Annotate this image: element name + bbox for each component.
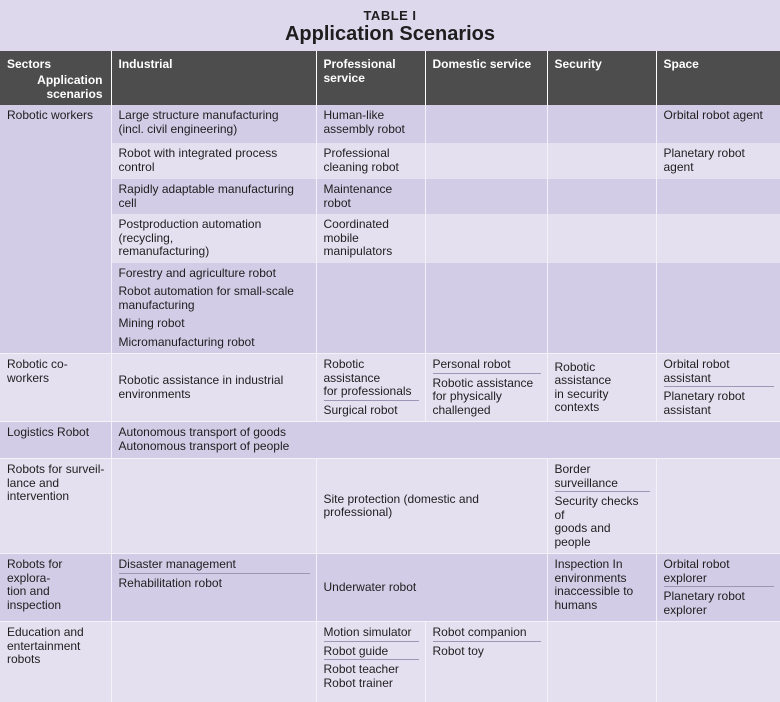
cell [547,354,656,422]
cell-text: Rehabilitation robot [118,575,222,590]
cell [656,459,780,554]
cell [656,354,780,422]
cell-text: Robot trainer [323,675,393,690]
table-title: Application Scenarios [284,23,496,45]
cell [656,214,780,263]
cell [316,354,425,422]
header-professional [316,51,425,105]
table-row [0,354,780,422]
header-space: Space [656,51,780,105]
cell-text: challenged [432,402,491,417]
cell-text: Inspection In [554,557,623,571]
header-sectors-label: Sectors [7,57,52,71]
cell-text: Human-like [323,108,385,122]
cell [316,214,425,263]
cell-text: assembly robot [323,121,405,136]
cell [316,105,425,143]
cell-text: Robotic assistance [323,357,381,385]
cell [656,263,780,354]
table-row [0,263,780,354]
cell-text: environments [554,570,627,585]
cell: Robot with integrated process control [111,143,316,179]
cell: Underwater robot [316,554,547,622]
cell-text: Autonomous transport of goods [118,425,286,439]
cell-text: Security checks of [554,494,639,522]
cell [547,263,656,354]
sector-exploration [0,554,111,622]
cell [111,554,316,622]
cell [425,143,547,179]
cell-text: Robot automation for small-scale [118,284,294,298]
cell-text: goods and people [554,521,611,549]
table-row [0,143,780,179]
cell [547,179,656,214]
cell: Site protection (domestic and professional) [316,459,547,554]
cell-text: Large structure manufacturing [118,108,279,122]
table-row [0,422,780,459]
cell: Maintenance robot [316,179,425,214]
cell-text: Education and [7,625,84,639]
cell-text: environments [118,386,191,401]
cell-text: humans [554,597,598,612]
cell [425,622,547,702]
cell-text: Robot toy [432,643,484,658]
cell-text: entertainment [7,638,81,653]
cell-text: for professionals [324,385,419,401]
cell-text: Personal robot [433,358,541,374]
cell [425,214,547,263]
header-security: Security [547,51,656,105]
cell-text: Robotic assistance [432,375,534,390]
cell [547,143,656,179]
cell-text: Disaster management [119,558,310,574]
cell-text: Robotic assistance [554,359,612,387]
cell-text: Coordinated mobile [323,217,389,245]
sector-robotic-coworkers: Robotic co-workers [0,354,111,422]
cell-text: Planetary robot explorer [663,589,745,617]
cell: Rapidly adaptable manufacturing cell [111,179,316,214]
header-application-label: Application [37,73,103,87]
cell-text: Surgical robot [323,402,398,417]
cell [425,179,547,214]
table-row [0,554,780,622]
cell-text: Planetary robot [663,389,745,403]
cell-text: lance and intervention [7,475,70,503]
sector-robotic-workers: Robotic workers [0,105,111,354]
table-caption [0,0,780,45]
cell-text: Mining robot [118,316,185,330]
header-professional-line1: Professional [323,57,396,71]
cell [547,214,656,263]
cell-text: Robotic assistance in industrial [118,373,284,387]
cell-text: assistant [663,402,711,417]
cell-text: Autonomous transport of people [118,438,290,453]
cell [547,459,656,554]
cell-text: for physically [432,389,502,403]
cell [316,263,425,354]
cell [425,263,547,354]
cell [111,263,316,354]
cell [656,622,780,702]
cell [316,622,425,702]
cell-text: Motion simulator [324,626,419,642]
cell [316,143,425,179]
table-number: TABLE I [363,8,417,23]
cell-text: Professional [323,146,390,160]
cell-text: inaccessible to [554,584,634,598]
cell [425,354,547,422]
cell [111,214,316,263]
cell [111,422,780,459]
header-sectors [0,51,111,105]
cell-text: manipulators [323,244,393,258]
table-row [0,214,780,263]
cell [656,554,780,622]
sector-logistics-robot: Logistics Robot [0,422,111,459]
cell: Orbital robot agent [656,105,780,143]
cell-text: cleaning robot [323,159,399,174]
cell [547,105,656,143]
table-row [0,105,780,143]
cell-text: Robot guide [324,645,419,661]
cell-text: Orbital robot assistant [664,358,775,387]
sector-education [0,622,111,702]
cell [111,354,316,422]
cell-text: Robot teacher [323,662,399,676]
table-row [0,179,780,214]
table-row [0,459,780,554]
cell-text: Robots for surveil- [7,462,105,476]
sector-surveillance [0,459,111,554]
cell: Planetary robot agent [656,143,780,179]
cell [547,622,656,702]
header-scenarios-label: scenarios [46,87,103,101]
header-professional-line2: service [323,71,365,85]
cell-text: remanufacturing) [118,244,210,258]
cell-text: Micromanufacturing robot [118,334,255,349]
cell [111,622,316,702]
cell-text: robots [7,652,41,666]
header-industrial: Industrial [111,51,316,105]
cell-text: Robot companion [433,626,541,642]
cell [547,554,656,622]
cell-text: in security contexts [554,386,609,414]
header-row [0,51,780,105]
cell [111,459,316,554]
cell [656,179,780,214]
cell-text: Orbital robot explorer [664,558,775,587]
cell-text: tion and inspection [7,584,62,612]
cell-text: Border surveillance [555,463,650,492]
application-scenarios-table [0,51,780,702]
cell [425,105,547,143]
cell [111,105,316,143]
cell-text: manufacturing [118,297,195,312]
cell-text: Postproduction automation (recycling, [118,217,262,245]
cell-text: Forestry and agriculture robot [118,265,276,280]
cell-text: (incl. civil engineering) [118,121,238,136]
header-domestic: Domestic service [425,51,547,105]
cell-text: Robots for explora- [7,557,63,585]
table-row [0,622,780,702]
